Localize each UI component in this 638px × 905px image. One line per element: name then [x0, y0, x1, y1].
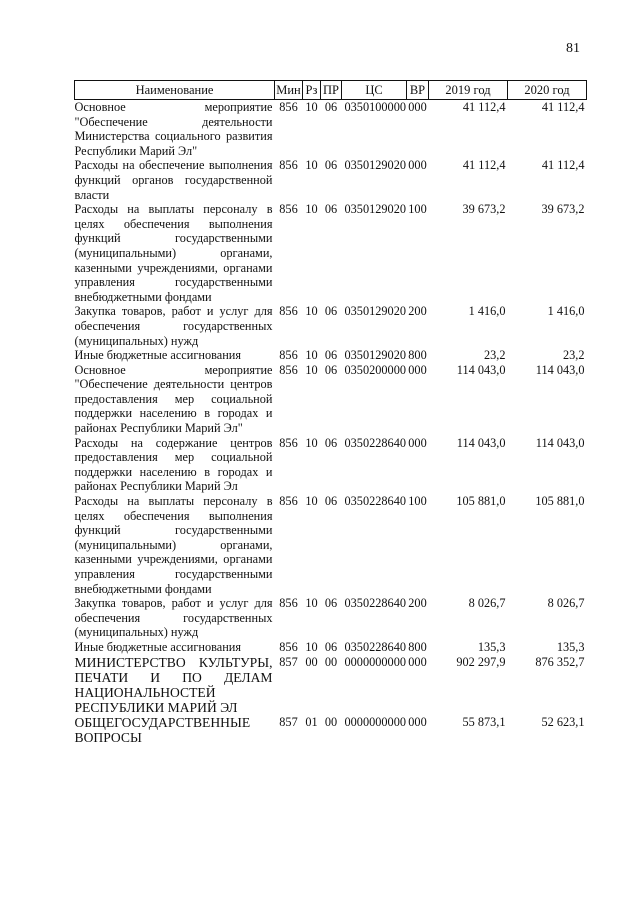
row-amount-2019: 105 881,0 [456, 494, 506, 509]
header-min: Мин [275, 81, 303, 100]
row-amount-2019: 41 112,4 [462, 100, 506, 114]
table-row [75, 655, 587, 715]
row-amount-2020: 23,2 [562, 348, 585, 363]
row-rz: 10 [305, 494, 318, 509]
row-amount-2019: 135,3 [477, 639, 506, 654]
header-2020: 2020 год [508, 81, 587, 100]
row-cs: 0350129020 [344, 202, 406, 217]
row-cs: 0350100000 [344, 100, 406, 114]
row-pr: 06 [324, 639, 338, 654]
row-name: Расходы на выплаты персоналу в целях обеспечения выполнения функций государственными (муниципальными) органами, казенными учреждениями, органами управления государственными внебюджетными фондами [74, 494, 273, 596]
row-vr: 200 [408, 304, 427, 319]
row-vr: 000 [408, 435, 427, 450]
row-cs: 0350200000 [344, 362, 406, 377]
row-cs: 0350129020 [344, 304, 406, 319]
row-amount-2020: 52 623,1 [541, 714, 585, 729]
table-body [75, 100, 587, 745]
row-name: Закупка товаров, работ и услуг для обеспечения государственных (муниципальных) нужд [74, 304, 273, 348]
header-pr: ПР [321, 81, 342, 100]
row-rz: 01 [305, 714, 318, 729]
row-pr: 06 [324, 304, 338, 319]
row-name: Расходы на выплаты персоналу в целях обеспечения выполнения функций государственными (муниципальными) органами, казенными учреждениями, органами управления государственными внебюджетными фондами [74, 202, 273, 304]
row-cs: 0350228640 [344, 639, 406, 654]
row-pr: 06 [324, 158, 338, 173]
row-pr: 06 [324, 100, 338, 114]
row-name: МИНИСТЕРСТВО КУЛЬТУРЫ, ПЕЧАТИ И ПО ДЕЛАМ НАЦИОНАЛЬНОСТЕЙ РЕСПУБЛИКИ МАРИЙ ЭЛ [74, 654, 273, 715]
row-name: Основное мероприятие "Обеспечение деятельности центров предоставления мер социальной поддержки населению в городах и районах Республики Марий Эл" [74, 362, 273, 436]
table-row [75, 436, 587, 494]
row-rz: 10 [305, 304, 318, 319]
row-amount-2020: 41 112,4 [541, 100, 585, 114]
row-amount-2019: 55 873,1 [462, 714, 506, 729]
row-cs: 0350228640 [344, 596, 406, 611]
row-amount-2020: 105 881,0 [535, 494, 585, 509]
row-min: 856 [279, 348, 298, 363]
row-amount-2019: 114 043,0 [456, 435, 506, 450]
row-vr: 800 [408, 639, 427, 654]
row-amount-2020: 41 112,4 [541, 158, 585, 173]
row-name: Расходы на содержание центров предоставления мер социальной поддержки населению в городах и районах Республики Марий Эл [74, 435, 273, 494]
row-vr: 100 [408, 494, 427, 509]
row-min: 856 [279, 158, 298, 173]
table-row [75, 363, 587, 436]
row-amount-2020: 8 026,7 [547, 596, 585, 611]
row-amount-2019: 39 673,2 [462, 202, 506, 217]
row-rz: 10 [305, 158, 318, 173]
row-vr: 200 [408, 596, 427, 611]
header-2019: 2019 год [429, 81, 508, 100]
row-min: 856 [279, 494, 298, 509]
row-amount-2020: 876 352,7 [535, 654, 585, 669]
row-pr: 00 [324, 714, 338, 729]
row-pr: 06 [324, 348, 338, 363]
row-vr: 000 [408, 100, 427, 114]
page-number: 81 [566, 41, 580, 56]
row-pr: 06 [324, 494, 338, 509]
row-vr: 000 [408, 654, 427, 669]
header-name: Наименование [75, 81, 275, 100]
table-row [75, 494, 587, 596]
table-row [75, 640, 587, 655]
row-amount-2020: 39 673,2 [541, 202, 585, 217]
row-cs: 0000000000 [344, 714, 406, 729]
header-cs: ЦС [342, 81, 407, 100]
row-vr: 000 [408, 714, 427, 729]
row-min: 856 [279, 596, 298, 611]
table-row [75, 202, 587, 304]
header-rz: Рз [303, 81, 321, 100]
row-vr: 800 [408, 348, 427, 363]
row-min: 856 [279, 435, 298, 450]
row-name: Основное мероприятие "Обеспечение деятельности Министерства социального развития Республики Марий Эл" [74, 100, 273, 158]
row-amount-2019: 23,2 [483, 348, 506, 363]
row-pr: 06 [324, 202, 338, 217]
row-min: 856 [279, 202, 298, 217]
row-name: Иные бюджетные ассигнования [74, 639, 242, 654]
table-row [75, 348, 587, 363]
row-name: Иные бюджетные ассигнования [74, 348, 242, 363]
table-row [75, 596, 587, 640]
row-rz: 10 [305, 348, 318, 363]
header-vr: ВР [407, 81, 429, 100]
row-amount-2019: 902 297,9 [456, 654, 506, 669]
table-row [75, 158, 587, 202]
row-cs: 0350129020 [344, 348, 406, 363]
row-pr: 06 [324, 435, 338, 450]
row-pr: 06 [324, 362, 338, 377]
row-rz: 10 [305, 100, 318, 114]
table-row [75, 715, 587, 745]
row-cs: 0350228640 [344, 494, 406, 509]
row-pr: 06 [324, 596, 338, 611]
row-rz: 10 [305, 202, 318, 217]
row-amount-2020: 1 416,0 [547, 304, 585, 319]
row-name: ОБЩЕГОСУДАРСТВЕННЫЕ ВОПРОСЫ [74, 714, 251, 745]
row-name: Закупка товаров, работ и услуг для обеспечения государственных (муниципальных) нужд [74, 596, 273, 640]
table-row [75, 304, 587, 348]
table-header [75, 81, 587, 100]
row-name: Расходы на обеспечение выполнения функций органов государственной власти [74, 158, 273, 202]
row-rz: 00 [305, 654, 318, 669]
row-amount-2020: 114 043,0 [535, 362, 585, 377]
row-min: 857 [279, 654, 298, 669]
row-min: 856 [279, 100, 298, 114]
row-amount-2020: 135,3 [556, 639, 585, 654]
row-amount-2019: 1 416,0 [468, 304, 506, 319]
row-rz: 10 [305, 362, 318, 377]
row-rz: 10 [305, 435, 318, 450]
row-min: 856 [279, 362, 298, 377]
row-amount-2019: 114 043,0 [456, 362, 506, 377]
row-vr: 000 [408, 362, 427, 377]
row-pr: 00 [324, 654, 338, 669]
row-rz: 10 [305, 596, 318, 611]
row-cs: 0350228640 [344, 435, 406, 450]
row-min: 857 [279, 714, 298, 729]
row-amount-2019: 8 026,7 [468, 596, 506, 611]
table-row [75, 100, 587, 159]
row-amount-2019: 41 112,4 [462, 158, 506, 173]
row-cs: 0350129020 [344, 158, 406, 173]
budget-table [74, 80, 587, 745]
row-min: 856 [279, 304, 298, 319]
row-vr: 000 [408, 158, 427, 173]
row-rz: 10 [305, 639, 318, 654]
row-vr: 100 [408, 202, 427, 217]
row-amount-2020: 114 043,0 [535, 435, 585, 450]
row-min: 856 [279, 639, 298, 654]
row-cs: 0000000000 [344, 654, 406, 669]
